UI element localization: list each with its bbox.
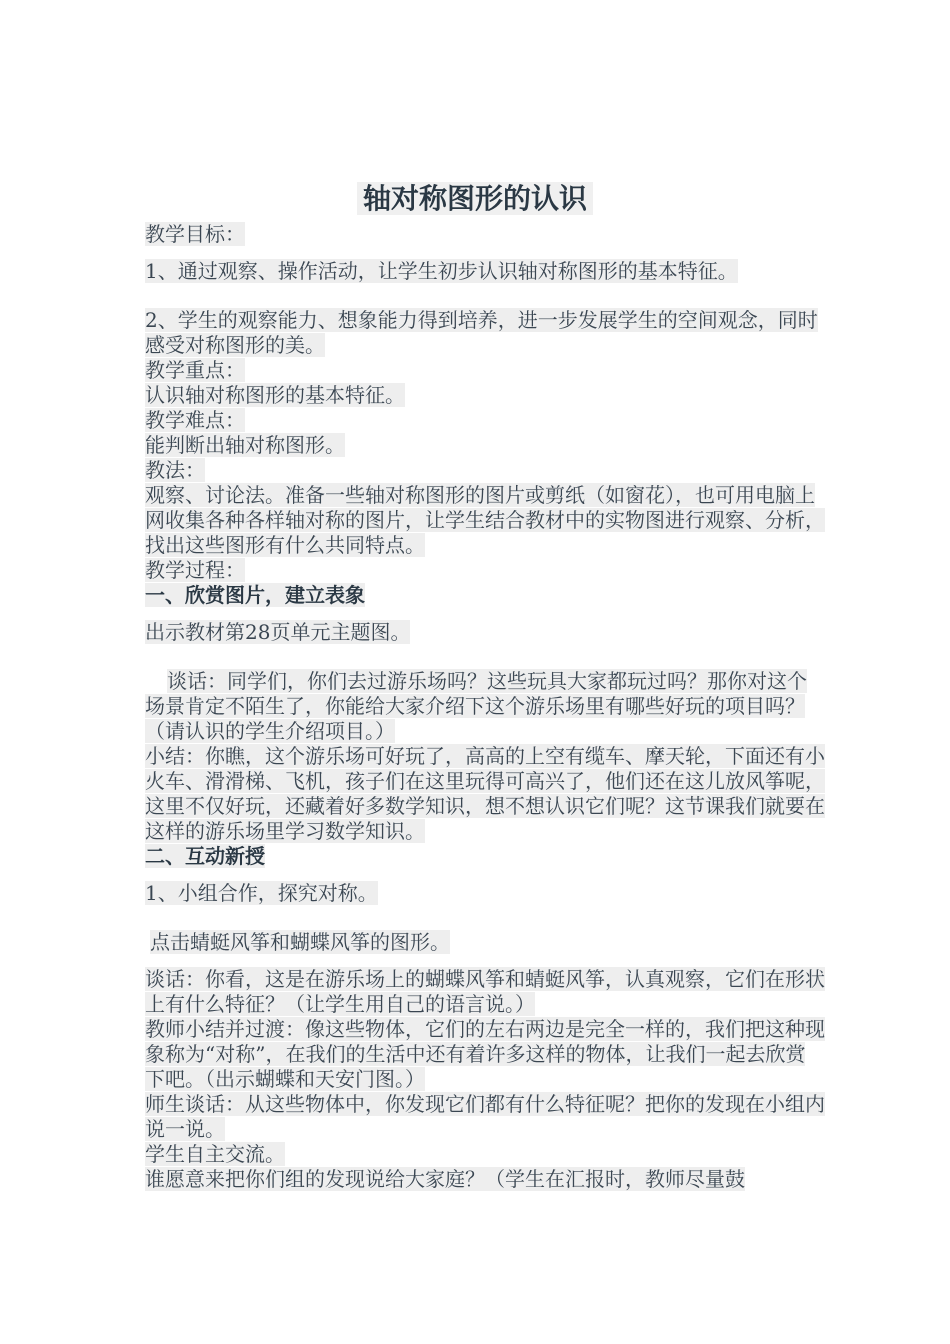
paragraph: 能判断出轴对称图形。 <box>145 433 345 457</box>
paragraph: 1、通过观察、操作活动，让学生初步认识轴对称图形的基本特征。 <box>145 259 738 283</box>
document-title: 轴对称图形的认识 <box>0 180 950 218</box>
paragraph: 教法： <box>145 458 205 482</box>
document-body <box>145 222 825 1192</box>
paragraph: 点击蜻蜓风筝和蝴蝶风筝的图形。 <box>150 930 450 954</box>
paragraph: 教师小结并过渡：像这些物体，它们的左右两边是完全一样的，我们把这种现象称为“对称”，在我们的生活中还有着许多这样的物体，让我们一起去欣赏下吧。（出示蝴蝶和天安门图。） <box>145 1017 825 1091</box>
paragraph: 师生谈话：从这些物体中，你发现它们都有什么特征呢？把你的发现在小组内说一说。 <box>145 1092 825 1141</box>
paragraph: 谁愿意来把你们组的发现说给大家庭？（学生在汇报时，教师尽量鼓 <box>145 1167 745 1191</box>
paragraph: 学生自主交流。 <box>145 1142 285 1166</box>
paragraph: 教学难点： <box>145 408 245 432</box>
section-heading: 一、欣赏图片，建立表象 <box>145 583 365 607</box>
paragraph: 谈话：你看，这是在游乐场上的蝴蝶风筝和蜻蜓风筝，认真观察，它们在形状上有什么特征？（让学生用自己的语言说。） <box>145 967 825 1016</box>
paragraph: 谈话：同学们，你们去过游乐场吗？这些玩具大家都玩过吗？那你对这个场景肯定不陌生了，你能给大家介绍下这个游乐场里有哪些好玩的项目吗？（请认识的学生介绍项目。） <box>145 669 807 743</box>
paragraph: 认识轴对称图形的基本特征。 <box>145 383 405 407</box>
paragraph: 教学重点： <box>145 358 245 382</box>
paragraph: 出示教材第28页单元主题图。 <box>145 620 411 644</box>
paragraph: 1、小组合作，探究对称。 <box>145 881 378 905</box>
paragraph: 教学过程： <box>145 558 245 582</box>
paragraph: 观察、讨论法。准备一些轴对称图形的图片或剪纸（如窗花），也可用电脑上网收集各种各样轴对称的图片，让学生结合教材中的实物图进行观察、分析，找出这些图形有什么共同特点。 <box>145 483 825 557</box>
paragraph: 小结：你瞧，这个游乐场可好玩了，高高的上空有缆车、摩天轮，下面还有小火车、滑滑梯、飞机，孩子们在这里玩得可高兴了，他们还在这儿放风筝呢，这里不仅好玩，还藏着好多数学知识，想不想认识它们呢？这节课我们就要在这样的游乐场里学习数学知识。 <box>145 744 825 843</box>
paragraph: 2、学生的观察能力、想象能力得到培养，进一步发展学生的空间观念，同时感受对称图形的美。 <box>145 308 818 357</box>
section-heading: 二、互动新授 <box>145 844 265 868</box>
paragraph: 教学目标： <box>145 222 245 246</box>
